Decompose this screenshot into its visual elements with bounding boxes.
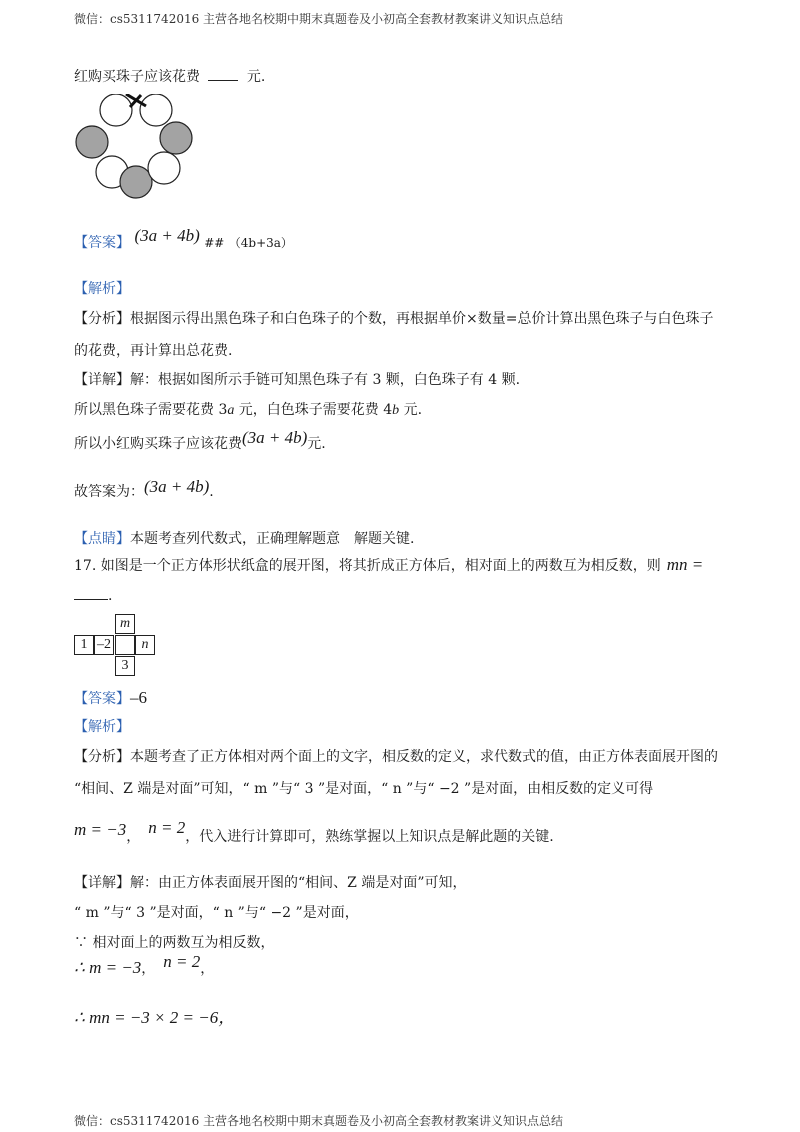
bead: [140, 94, 172, 126]
q16-answer-line: [74, 226, 293, 252]
q17-stem-expr: mn =: [666, 555, 704, 574]
net-cell-2: –2: [94, 635, 114, 655]
bracelet-figure: [74, 94, 198, 202]
cube-net: [74, 614, 164, 676]
answer-blank: [208, 80, 238, 81]
bead: [76, 126, 108, 158]
fenxi-text: 本题考查了正方体相对两个面上的文字，相反数的定义，求代数式的值，由正方体表面展开图的: [130, 749, 718, 765]
fenxi-text: ，代入进行计算即可，熟练掌握以上知识点是解此题的关键.: [185, 829, 554, 845]
q16-intro-line: [74, 66, 265, 86]
detail-text: 元.: [307, 436, 326, 452]
math-expression: (3a + 4b): [144, 477, 210, 496]
q17-detail-line1: [74, 872, 467, 892]
final-label: 故答案为：: [74, 484, 144, 500]
q16-final-line: [74, 477, 214, 501]
q16-detail-line3: [74, 428, 326, 453]
net-cell-1: 1: [74, 635, 94, 655]
answer-tag: 【答案】: [74, 235, 130, 251]
detail-text: 解：由正方体表面展开图的“相间、Z 端是对面”可知，: [130, 875, 467, 891]
detail-text: 所以黑色珠子需要花费 3: [74, 402, 228, 418]
q17-detail-line3: ∵ 相对面上的两数互为相反数，: [74, 935, 275, 951]
answer-expression: (3a + 4b): [134, 226, 200, 245]
bead: [120, 166, 152, 198]
analysis-tag: 【解析】: [74, 719, 130, 735]
q17-detail-line2: “ m ”与“ 3 ”是对面，“ n ”与“ −2 ”是对面，: [74, 905, 359, 921]
fenxi-text: 根据图示得出黑色珠子和白色珠子的个数，再根据单价×数量=总价计算出黑色珠子与白色珠子: [130, 311, 714, 327]
q16-intro-end: 元.: [246, 69, 266, 85]
answer-separator: ##: [204, 236, 225, 250]
q17-fenxi-line2: “相间、Z 端是对面”可知，“ m ”与“ 3 ”是对面，“ n ”与“ −2 ”是对面，由相反数的定义可得: [74, 781, 654, 797]
dianjing-text: 本题考查列代数式，正确理解题意 解题关键.: [130, 531, 415, 547]
detail-tag: 【详解】: [74, 875, 130, 891]
q16-dianjing-line: [74, 528, 414, 548]
answer-blank: [74, 599, 108, 600]
q17-blank-line: [74, 588, 112, 604]
math-expression: n = 2: [148, 818, 186, 837]
final-end: .: [209, 484, 214, 500]
dianjing-tag: 【点睛】: [74, 531, 130, 547]
q17-stem-end: .: [108, 588, 113, 604]
q17-fenxi-line3: m = −3， n = 2，代入进行计算即可，熟练掌握以上知识点是解此题的关键.: [74, 818, 554, 845]
q17-detail-line5: [74, 1003, 235, 1028]
detail-text: 解：根据如图所示手链可知黑色珠子有 3 颗，白色珠子有 4 颗.: [130, 372, 521, 388]
page-footer: 微信：cs5311742016 主营各地名校期中期末真题卷及小初高全套教材教案讲义知识点总结: [74, 1114, 564, 1128]
math-expression: (3a + 4b): [242, 428, 308, 447]
var-b: b: [392, 403, 400, 418]
detail-text: 所以小红购买珠子应该花费: [74, 436, 242, 452]
q16-intro: 红购买珠子应该花费: [74, 69, 200, 85]
page-header: 微信：cs5311742016 主营各地名校期中期末真题卷及小初高全套教材教案讲义知识点总结: [74, 12, 564, 26]
bead: [148, 152, 180, 184]
fenxi-tag: 【分析】: [74, 311, 130, 327]
fenxi-tag: 【分析】: [74, 749, 130, 765]
q16-detail-line2: [74, 399, 422, 419]
detail-text: 元.: [399, 402, 423, 418]
answer-alternative: （4b+3a）: [228, 236, 293, 250]
var-a: a: [227, 403, 235, 418]
q16-fenxi-line2: 的花费，再计算出总花费.: [74, 343, 233, 359]
math-expression: ∴ m = −3: [74, 958, 142, 977]
q17-stem-text: 17. 如图是一个正方体形状纸盒的展开图，将其折成正方体后，相对面上的两数互为相反数，则: [74, 558, 661, 574]
q16-fenxi-line1: [74, 308, 713, 328]
net-cell-3: [115, 635, 135, 655]
answer-tag: 【答案】: [74, 691, 130, 707]
math-expression: ∴ mn = −3 × 2 = −6，: [74, 1008, 236, 1027]
net-bottom-cell: 3: [115, 656, 135, 676]
q17-stem: [74, 555, 703, 575]
math-expression: m = −3: [74, 820, 127, 839]
math-expression: n = 2: [163, 952, 201, 971]
q16-detail-line1: [74, 369, 520, 389]
analysis-tag: 【解析】: [74, 281, 130, 297]
answer-value: –6: [130, 688, 147, 707]
detail-tag: 【详解】: [74, 372, 130, 388]
q17-detail-line4: ∴ m = −3， n = 2，: [74, 952, 215, 977]
q17-fenxi-line1: [74, 746, 718, 766]
bead: [100, 94, 132, 126]
bead: [160, 122, 192, 154]
detail-text: 元，白色珠子需要花费 4: [234, 402, 393, 418]
net-top-cell: m: [115, 614, 135, 634]
q17-answer-line: [74, 688, 147, 708]
net-cell-4: n: [135, 635, 155, 655]
